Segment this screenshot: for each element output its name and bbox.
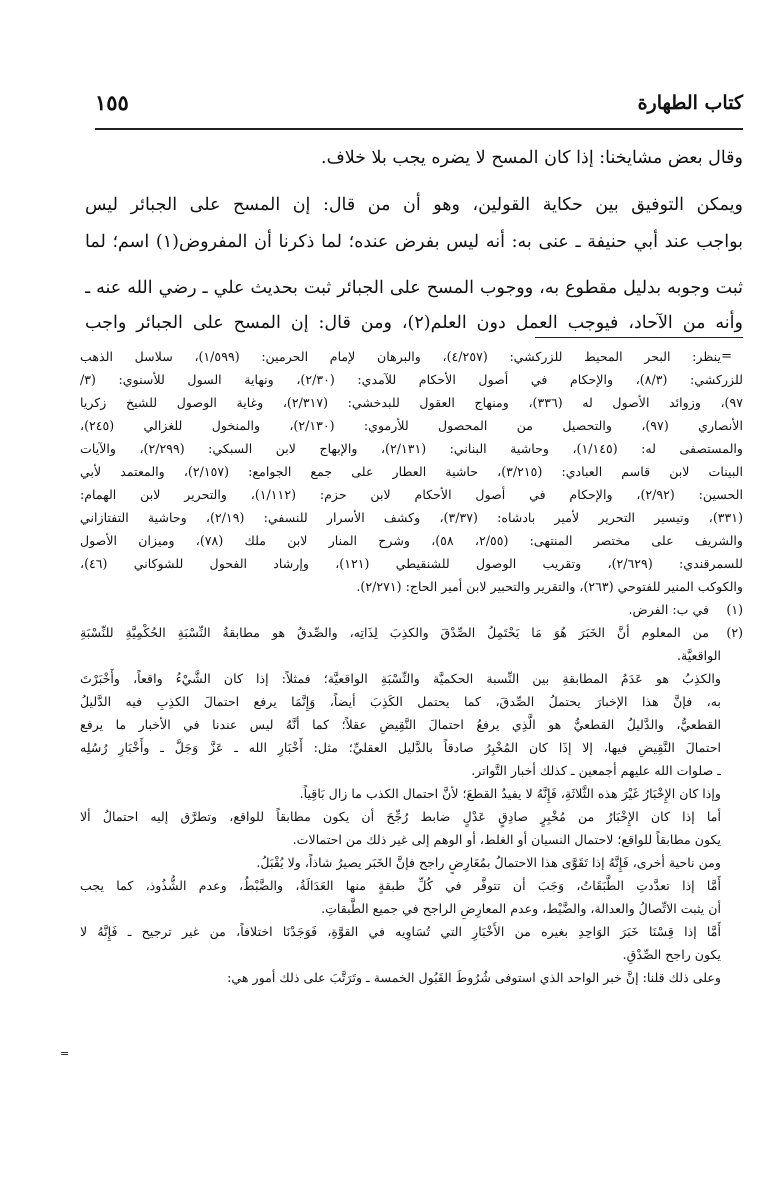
footnote-line: يكون مطابقاً للواقع؛ لاحتمال النسيان أو الغلط، أو الوهم إلى غير ذلك من احتمالات. bbox=[292, 832, 721, 847]
footnote-1-label: (١) bbox=[726, 602, 743, 617]
footnote-2-text: من المعلوم أنَّ الخَبَرَ هُوَ مَا يَحْتَمِلُ الصِّدْقَ والكذِبَ لِذَاتِه، والصِّدقُ هو مطابقةُ النِّسْبَةِ الحُكْمِيَّةِ للنِّسْبَةِ bbox=[80, 625, 709, 640]
header-rule bbox=[95, 128, 743, 130]
footnote-line: أما إذا كان الإِخْبَارُ من مُخْبِرٍ صادِقٍ عَدْلٍ ضابط رُجِّحَ أن يكون مطابقاً للواقع، وتطرَّق إليه احتمالُ ألا bbox=[80, 809, 721, 824]
footnote-line: به، فإنَّ هذا الإخبارَ يحتملُ الصِّدقَ، كما يحتمل الكَذِبَ أيضاً، وَإِنَّمَا يرفع احتمالَ الكذِبِ فيه الدَّليلُ bbox=[80, 694, 721, 709]
footnote-line: أَمَّا إذا قِسْنَا خَبَرَ الوَاحِدِ بغيره من الأَخْبَارِ التي تُسَاوِيه في القوَّةِ، فَوَجَدْنَا اختلافاً، من غير ترجيح ـ فَإِنَّهُ لا bbox=[80, 924, 721, 939]
paragraph-line: وأنه من الآحاد، فيوجب العمل دون العلم(٢)، ومن قال: إن المسح على الجبائر واجب bbox=[85, 313, 743, 333]
next-page-marker: = bbox=[60, 1047, 70, 1060]
footnote-2-first bbox=[80, 621, 743, 644]
footnotes bbox=[80, 345, 743, 989]
footnote-line: ـ صلوات الله عليهم أجمعين ـ كذلك أخبار التَّواتر. bbox=[471, 763, 721, 778]
footnote-line: القطعيُّ، والدَّليلُ القطعيُّ هو الَّذِي يرفعُ احتمالَ النَّقِيضِ عقلاً؛ كما أنَّهُ ليس عندنا في الأخبار ما يرفع bbox=[80, 717, 721, 732]
paragraph-line: ويمكن التوفيق بين حكاية القولين، وهو أن من قال: إن المسح على الجبائر ليس bbox=[85, 195, 743, 215]
footnote-rule bbox=[535, 337, 743, 338]
footnote-line: للزركشي: (٨/٣)، والإحكام في أصول الأحكام للآمدي: (٢/٣٠)، ونهاية السول للأسنوي: (٣/ bbox=[80, 372, 743, 387]
footnote-line: والكوكب المنير للفتوحي (٢٦٣)، والتقرير والتحبير لابن أمير الحاج: (٢/٢٧١). bbox=[356, 579, 743, 594]
footnote-line: (٣٣١)، وتيسير التحرير لأمير بادشاه: (٣/٣٧)، وكشف الأسرار للنسفي: (٢/١٩)، وحاشية التفتازاني bbox=[80, 510, 743, 525]
footnote-1-text: في ب: الفرض. bbox=[628, 602, 709, 617]
running-title: كتاب الطهارة bbox=[637, 92, 743, 114]
page-number: ١٥٥ bbox=[95, 90, 129, 115]
paragraph-line: وقال بعض مشايخنا: إذا كان المسح لا يضره يجب بلا خلاف. bbox=[321, 148, 743, 168]
paragraph-line: بواجب عند أبي حنيفة ـ عنى به: أنه ليس بفرض عنده؛ لما ذكرنا أن المفروض(١) اسم؛ لما bbox=[85, 232, 743, 252]
footnote-line: الواقعيَّة. bbox=[677, 648, 721, 663]
continuation-marker: = bbox=[721, 349, 732, 364]
footnote-line: الحسين: (٢/٩٢)، والإحكام في أصول الأحكام لابن حزم: (١/١١٢)، والتحرير لابن الهمام: bbox=[80, 487, 743, 502]
footnote-line: وإذا كان الإِخْبَارُ غَيْرَ هذه الثَّلاثَةِ، فَإِنَّهُ لا يفيدُ القطعَ؛ لأنَّ احتمال الكذب ما زال بَاقِياً. bbox=[299, 786, 721, 801]
footnote-line: أن يثبت الاتِّصالُ والعدالة، والضَّبْط، وعدم المعارِضِ الراجح في جميع الطَّبقاتِ. bbox=[321, 901, 721, 916]
footnote-line: ٩٧)، وزوائد الأصول له (٣٣٦)، ومنهاج العقول للبدخشي: (٢/٣١٧)، وغاية الوصول للشيخ زكريا bbox=[80, 395, 743, 410]
footnote-line: والكذِبُ هو عَدَمُ المطابقةِ بين النِّسبة الحكميَّة والنِّسْبَةِ الواقعيَّة؛ فمثلاً: إذا كان الشَّيْءُ واقعاً، وأَخْبَرْتَ bbox=[80, 671, 721, 686]
footnote-line: احتمالَ النَّقِيضِ فيها، إلا إذَا كان المُخْبِرُ صادقاً بالدَّليل العقليِّ؛ مثل: أَخْبَارِ الله ـ عَزَّ وَجَلَّ ـ وأَخْبَارِ رُسُلِه bbox=[80, 740, 721, 755]
footnote-line: والمستصفى له: (١/١٤٥)، وحاشية البناني: (٢/١٣١)، والإبهاج لابن السبكي: (٢/٢٩٩)، والآيات bbox=[80, 441, 743, 456]
footnote-1 bbox=[80, 598, 743, 621]
footnote-line: للسمرقندي: (٢/٦٢٩)، وتقريب الوصول للشنقيطي (١٢١)، وإرشاد الفحول للشوكاني (٤٦)، bbox=[80, 556, 743, 571]
footnote-line: يكون راجح الصِّدْقِ. bbox=[622, 947, 721, 962]
footnote-line: ينظر: البحر المحيط للزركشي: (٤/٢٥٧)، والبرهان لإمام الحرمين: (١/٥٩٩)، سلاسل الذهب bbox=[80, 349, 721, 364]
footnote-line: أَمَّا إذا تعدَّدتِ الطَّبَقَاتُ، وَجَبَ أن تتوفَّر في كُلِّ طبقةٍ منها العَدَالَةُ، والضَّبْطُ، وعدم الشُّذُوذ، كما يجب bbox=[80, 878, 721, 893]
page-header bbox=[95, 86, 743, 126]
footnote-line: وعلى ذلك قلنا: إنَّ خبر الواحد الذي استوفى شُرُوطَ القَبُول الخمسة ـ وتَرَتَّبَ على ذلك أمور هي: bbox=[227, 970, 721, 985]
footnote-line: والشريف على مختصر المنتهى: (٢/٥٥، ٥٨)، وشرح المنار لابن ملك (٧٨)، وميزان الأصول bbox=[80, 533, 743, 548]
footnote-line: ومن ناحية أخرى، فَإِنَّهُ إذا تَقَوَّى هذا الاحتمالُ بمُعَارِضٍ راجح فإنَّ الخَبَر يصيرُ شاذاً، ولا يُقْبَلُ. bbox=[256, 855, 721, 870]
footnote-line: البينات لابن قاسم العبادي: (٣/٢١٥)، حاشية العطار على جمع الجوامع: (٢/١٥٧)، والمعتمد لأبي bbox=[80, 464, 743, 479]
footnote-2-label: (٢) bbox=[726, 625, 743, 640]
footnote-line: الأنصاري (٩٧)، والتحصيل من المحصول للأرموي: (٢/١٣٠)، والمنخول للغزالي (٢٤٥)، bbox=[80, 418, 743, 433]
paragraph-line: ثبت وجوبه بدليل مقطوع به، ووجوب المسح على الجبائر ثبت بحديث علي ـ رضي الله عنه ـ bbox=[85, 278, 743, 298]
